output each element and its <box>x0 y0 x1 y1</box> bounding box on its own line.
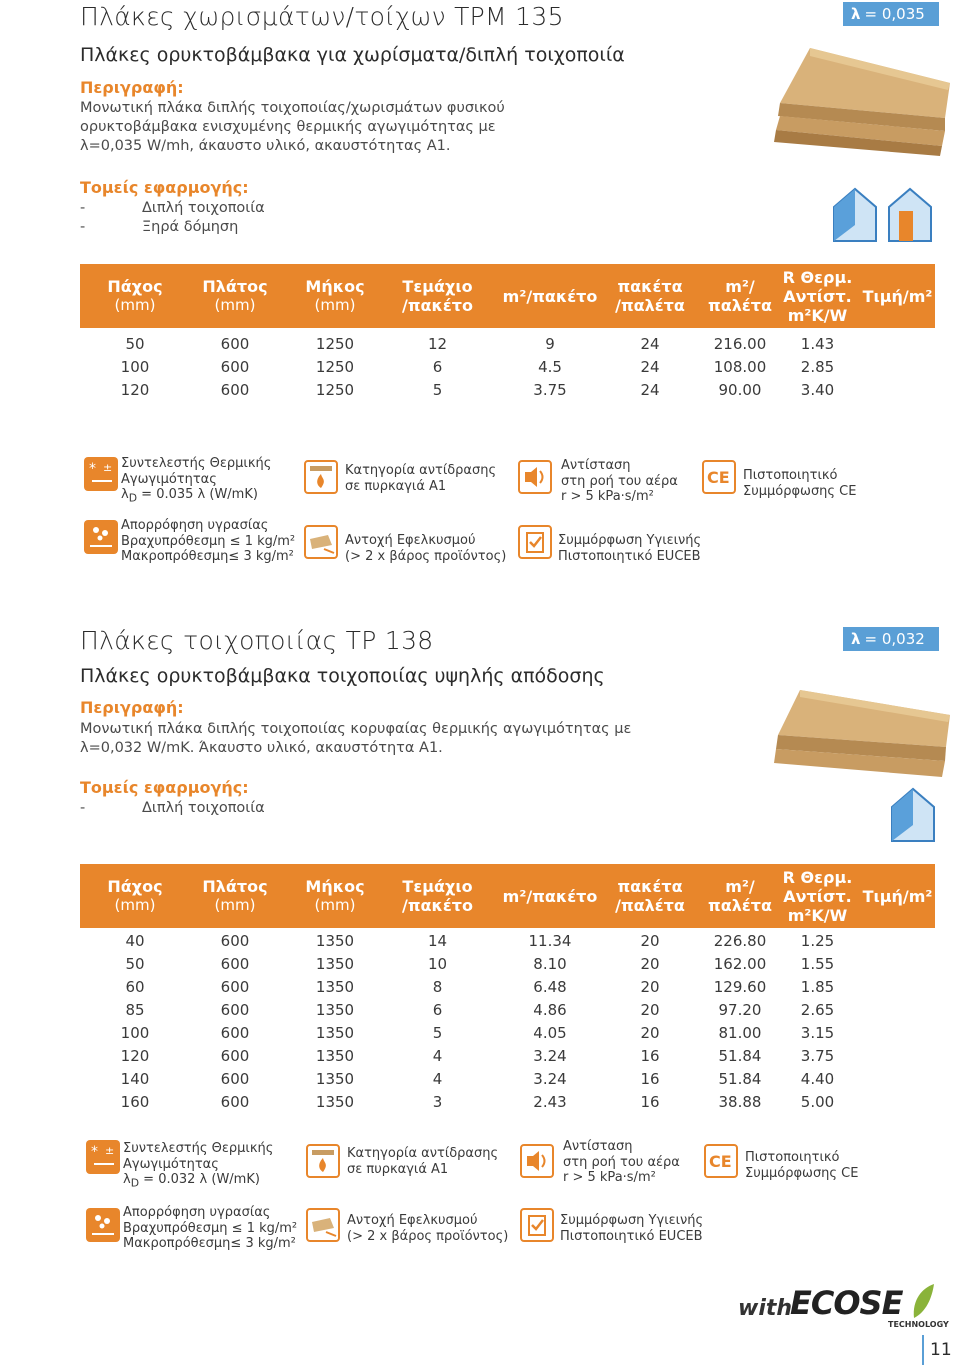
table-row <box>80 1047 860 1069</box>
logo-with: with <box>738 1296 793 1321</box>
table-row <box>80 358 860 380</box>
table-row <box>80 1024 860 1046</box>
cell-packs-per-pallet: 20 <box>640 978 660 996</box>
partition-house-icon <box>885 185 935 245</box>
cell-m2-per-pallet: 97.20 <box>718 1001 762 1019</box>
application-item: - Ξηρά δόμηση <box>80 219 239 235</box>
tensile-strength-icon <box>304 525 338 559</box>
cell-packs-per-pallet: 20 <box>640 1024 660 1042</box>
cell-r-value: 2.85 <box>800 358 835 376</box>
header-packs-per-pallet: πακέτα /παλέτα <box>615 277 685 315</box>
leaf-icon <box>910 1282 936 1320</box>
fire-reaction-icon <box>306 1144 340 1178</box>
cell-pieces-per-pack: 3 <box>432 1093 443 1111</box>
ecose-logo <box>738 1282 949 1330</box>
thermal-conductivity-icon <box>84 457 118 491</box>
header-pieces-per-pack: Τεμάχιο /πακέτο <box>402 277 473 315</box>
cell-m2-per-pallet: 108.00 <box>713 358 767 376</box>
cell-length: 1350 <box>315 932 355 950</box>
thermal-conductivity-icon <box>86 1140 120 1174</box>
cell-pieces-per-pack: 8 <box>432 978 443 996</box>
cell-m2-per-pack: 4.5 <box>538 358 562 376</box>
product-subtitle: Πλάκες ορυκτοβάμβακα για χωρίσματα/διπλή τοιχοποιία <box>80 44 625 66</box>
product-subtitle: Πλάκες ορυκτοβάμβακα τοιχοποιίας υψηλής απόδοσης <box>80 665 605 687</box>
lambda-badge <box>843 2 939 26</box>
cell-packs-per-pallet: 24 <box>640 335 660 353</box>
cell-m2-per-pallet: 51.84 <box>718 1070 762 1088</box>
cell-m2-per-pack: 4.05 <box>533 1024 567 1042</box>
description-label: Περιγραφή: <box>80 78 184 97</box>
insulation-slab-photo <box>770 675 955 785</box>
header-thickness: Πάχος (mm) <box>107 277 163 314</box>
cell-m2-per-pack: 9 <box>545 335 555 353</box>
product-section-tpm135 <box>0 0 960 600</box>
feature-fire: Κατηγορία αντίδρασης σε πυρκαγιά Α1 <box>347 1146 499 1177</box>
feature-thermal: Συντελεστής Θερμικής Αγωγιμότητας $\lambda_D = 0.032$ λ (W/mK) <box>123 1141 274 1190</box>
cell-thickness: 100 <box>120 1024 150 1042</box>
table-row <box>80 335 860 357</box>
feature-moisture: Απορρόφηση υγρασίας Βραχυπρόθεσμη ≤ 1 kg/m² Μακροπρόθεσμη≤ 3 kg/m² <box>121 518 296 564</box>
table-row <box>80 1070 860 1092</box>
cell-width: 600 <box>220 335 250 353</box>
feature-hygiene: Συμμόρφωση Υγιεινής Πιστοποιητικό EUCEB <box>560 1213 704 1244</box>
description-line: ορυκτοβάμβακα ενισχυμένης θερμικής αγωγιμότητας με <box>80 119 496 135</box>
double-wall-house-icon <box>830 185 880 245</box>
cell-r-value: 5.00 <box>800 1093 835 1111</box>
cell-length: 1350 <box>315 955 355 973</box>
table-row <box>80 1001 860 1023</box>
feature-hygiene: Συμμόρφωση Υγιεινής Πιστοποιητικό EUCEB <box>558 533 702 564</box>
header-width: Πλάτος (mm) <box>202 877 268 914</box>
feature-airflow: Αντίσταση στη ροή του αέρα r > 5 kPa·s/m² <box>561 458 678 504</box>
header-m2-per-pallet: m²/ παλέτα <box>708 277 772 315</box>
description-label: Περιγραφή: <box>80 698 184 717</box>
cell-m2-per-pallet: 38.88 <box>718 1093 762 1111</box>
double-wall-house-icon <box>888 785 938 845</box>
ce-mark-icon <box>704 1144 738 1178</box>
applications-label: Τομείς εφαρμογής: <box>80 778 249 797</box>
cell-r-value: 2.65 <box>800 1001 835 1019</box>
cell-m2-per-pack: 11.34 <box>528 932 572 950</box>
cell-m2-per-pack: 3.24 <box>533 1047 567 1065</box>
header-m2-per-pack: m²/πακέτο <box>502 886 598 906</box>
cell-m2-per-pallet: 90.00 <box>718 381 762 399</box>
lambda-symbol: λ <box>851 630 861 648</box>
cell-packs-per-pallet: 16 <box>640 1070 660 1088</box>
table-row <box>80 955 860 977</box>
page-number: 11 <box>930 1340 952 1360</box>
svg-text:±: ± <box>105 1144 115 1157</box>
airflow-resistance-icon <box>518 460 552 494</box>
hygiene-certificate-icon <box>520 1208 554 1242</box>
cell-r-value: 3.40 <box>800 381 835 399</box>
header-width: Πλάτος (mm) <box>202 277 268 314</box>
cell-thickness: 140 <box>120 1070 150 1088</box>
cell-m2-per-pack: 3.24 <box>533 1070 567 1088</box>
airflow-resistance-icon <box>520 1144 554 1178</box>
cell-pieces-per-pack: 5 <box>432 381 443 399</box>
header-length: Μήκος (mm) <box>305 277 365 314</box>
cell-m2-per-pack: 4.86 <box>533 1001 567 1019</box>
lambda-value: = 0,032 <box>864 630 925 648</box>
cell-packs-per-pallet: 20 <box>640 1001 660 1019</box>
cell-length: 1350 <box>315 1024 355 1042</box>
header-pieces-per-pack: Τεμάχιο /πακέτο <box>402 877 473 915</box>
feature-fire: Κατηγορία αντίδρασης σε πυρκαγιά Α1 <box>345 463 497 494</box>
product-table-header <box>80 864 935 928</box>
fire-reaction-icon <box>304 460 338 494</box>
logo-brand: ECOSE <box>790 1284 903 1322</box>
header-r-value: R Θερμ. Αντίστ. m²K/W <box>782 867 853 925</box>
cell-r-value: 3.15 <box>800 1024 835 1042</box>
product-title: Πλάκες τοιχοποιίας TP 138 <box>80 626 434 655</box>
cell-r-value: 4.40 <box>800 1070 835 1088</box>
feature-tensile: Αντοχή Εφελκυσμού (> 2 x βάρος προϊόντος) <box>345 533 507 564</box>
tensile-strength-icon <box>306 1208 340 1242</box>
description-text <box>80 99 540 156</box>
cell-r-value: 1.25 <box>800 932 835 950</box>
table-row <box>80 1093 860 1115</box>
header-packs-per-pallet: πακέτα /παλέτα <box>615 877 685 915</box>
feature-airflow: Αντίσταση στη ροή του αέρα r > 5 kPa·s/m² <box>563 1139 680 1185</box>
table-row <box>80 978 860 1000</box>
cell-m2-per-pack: 2.43 <box>533 1093 567 1111</box>
cell-thickness: 160 <box>120 1093 150 1111</box>
cell-pieces-per-pack: 14 <box>427 932 448 950</box>
cell-width: 600 <box>220 1024 250 1042</box>
cell-m2-per-pallet: 226.80 <box>713 932 767 950</box>
cell-packs-per-pallet: 16 <box>640 1047 660 1065</box>
description-line: Μονωτική πλάκα διπλής τοιχοποιίας κορυφαίας θερμικής αγωγιμότητας με <box>80 721 632 737</box>
cell-pieces-per-pack: 6 <box>432 1001 443 1019</box>
cell-m2-per-pallet: 216.00 <box>713 335 767 353</box>
lambda-value: = 0,035 <box>864 5 925 23</box>
lambda-badge <box>843 627 939 651</box>
table-row <box>80 932 860 954</box>
header-m2-per-pallet: m²/ παλέτα <box>708 877 772 915</box>
header-r-value: R Θερμ. Αντίστ. m²K/W <box>782 267 853 325</box>
cell-pieces-per-pack: 5 <box>432 1024 443 1042</box>
cell-width: 600 <box>220 1001 250 1019</box>
cell-length: 1350 <box>315 1093 355 1111</box>
cell-pieces-per-pack: 12 <box>427 335 448 353</box>
cell-m2-per-pallet: 129.60 <box>713 978 767 996</box>
cell-width: 600 <box>220 381 250 399</box>
cell-width: 600 <box>220 1093 250 1111</box>
header-m2-per-pack: m²/πακέτο <box>502 286 598 306</box>
cell-width: 600 <box>220 1070 250 1088</box>
cell-width: 600 <box>220 932 250 950</box>
description-text <box>80 720 640 758</box>
feature-ce: Πιστοποιητικό Συμμόρφωσης CE <box>743 468 857 499</box>
cell-thickness: 120 <box>120 381 150 399</box>
description-line: λ=0,035 W/mh, άκαυστο υλικό, ακαυστότητας Α1. <box>80 138 451 154</box>
cell-packs-per-pallet: 24 <box>640 381 660 399</box>
cell-r-value: 1.43 <box>800 335 835 353</box>
logo-tag: TECHNOLOGY <box>888 1320 949 1329</box>
cell-pieces-per-pack: 4 <box>432 1047 443 1065</box>
cell-m2-per-pack: 6.48 <box>533 978 567 996</box>
cell-r-value: 1.55 <box>800 955 835 973</box>
moisture-absorption-icon <box>86 1208 120 1242</box>
cell-pieces-per-pack: 10 <box>427 955 448 973</box>
cell-packs-per-pallet: 20 <box>640 932 660 950</box>
cell-m2-per-pallet: 81.00 <box>718 1024 762 1042</box>
header-length: Μήκος (mm) <box>305 877 365 914</box>
cell-packs-per-pallet: 24 <box>640 358 660 376</box>
cell-m2-per-pack: 8.10 <box>533 955 567 973</box>
header-price: Τιμή/m² <box>862 286 933 306</box>
feature-thermal: Συντελεστής Θερμικής Αγωγιμότητας $\lambda_D = 0.035$ λ (W/mK) <box>121 456 272 505</box>
svg-text:±: ± <box>103 461 113 474</box>
cell-thickness: 120 <box>120 1047 150 1065</box>
cell-m2-per-pallet: 162.00 <box>713 955 767 973</box>
cell-thickness: 50 <box>125 955 145 973</box>
application-item: - Διπλή τοιχοποιία <box>80 200 265 216</box>
cell-length: 1250 <box>315 335 355 353</box>
cell-thickness: 100 <box>120 358 150 376</box>
svg-text:CE: CE <box>707 468 730 487</box>
application-item: - Διπλή τοιχοποιία <box>80 800 265 816</box>
cell-r-value: 1.85 <box>800 978 835 996</box>
feature-ce: Πιστοποιητικό Συμμόρφωσης CE <box>745 1150 859 1181</box>
svg-text:*: * <box>91 1144 98 1160</box>
svg-text:CE: CE <box>709 1152 732 1171</box>
feature-moisture: Απορρόφηση υγρασίας Βραχυπρόθεσμη ≤ 1 kg/m² Μακροπρόθεσμη≤ 3 kg/m² <box>123 1205 298 1251</box>
lambda-symbol: λ <box>851 5 861 23</box>
cell-packs-per-pallet: 20 <box>640 955 660 973</box>
hygiene-certificate-icon <box>518 525 552 559</box>
cell-length: 1350 <box>315 978 355 996</box>
cell-pieces-per-pack: 6 <box>432 358 443 376</box>
cell-width: 600 <box>220 358 250 376</box>
insulation-slab-photo <box>770 28 955 158</box>
cell-width: 600 <box>220 955 250 973</box>
product-section-tp138 <box>0 620 960 1251</box>
ce-mark-icon <box>702 460 736 494</box>
feature-tensile: Αντοχή Εφελκυσμού (> 2 x βάρος προϊόντος) <box>347 1213 509 1244</box>
cell-length: 1250 <box>315 381 355 399</box>
cell-width: 600 <box>220 978 250 996</box>
cell-thickness: 60 <box>125 978 145 996</box>
header-price: Τιμή/m² <box>862 886 933 906</box>
cell-thickness: 40 <box>125 932 145 950</box>
cell-r-value: 3.75 <box>800 1047 835 1065</box>
moisture-absorption-icon <box>84 520 118 554</box>
cell-length: 1250 <box>315 358 355 376</box>
cell-m2-per-pack: 3.75 <box>533 381 567 399</box>
header-thickness: Πάχος (mm) <box>107 877 163 914</box>
cell-m2-per-pallet: 51.84 <box>718 1047 762 1065</box>
cell-length: 1350 <box>315 1047 355 1065</box>
cell-thickness: 50 <box>125 335 145 353</box>
cell-width: 600 <box>220 1047 250 1065</box>
description-line: λ=0,032 W/mK. Άκαυστο υλικό, ακαυστότητα Α1. <box>80 740 443 756</box>
table-row <box>80 381 860 403</box>
cell-length: 1350 <box>315 1001 355 1019</box>
product-title: Πλάκες χωρισμάτων/τοίχων TPM 135 <box>80 2 564 31</box>
cell-pieces-per-pack: 4 <box>432 1070 443 1088</box>
cell-thickness: 85 <box>125 1001 145 1019</box>
product-table-header <box>80 264 935 328</box>
description-line: Μονωτική πλάκα διπλής τοιχοποιίας/χωρισμάτων φυσικού <box>80 100 505 116</box>
svg-text:*: * <box>89 461 96 477</box>
applications-label: Τομείς εφαρμογής: <box>80 178 249 197</box>
cell-length: 1350 <box>315 1070 355 1088</box>
cell-packs-per-pallet: 16 <box>640 1093 660 1111</box>
